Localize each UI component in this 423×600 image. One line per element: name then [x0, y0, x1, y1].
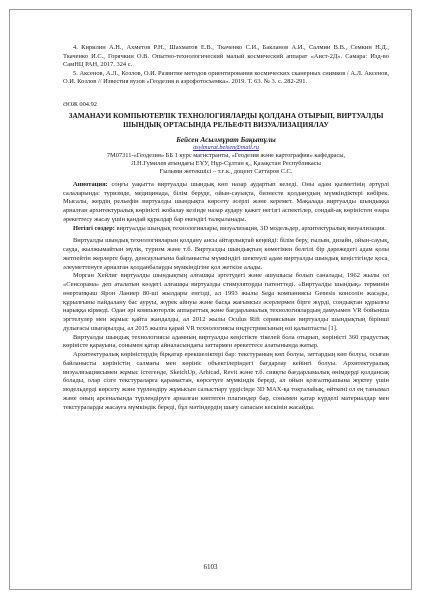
body-paragraph: Виртуалды шындық технологиясы адамның виртуалды кеңістікте тікелей бола отырып, көріністі 360 градустық көріністе қарауына, сонымен қатар айналасындағы заттармен әрекеттесе алатынында жатыр. — [63, 333, 389, 350]
reference-item: 4. Кирилин А.Н., Ахметов Р.Н., Шахматов Е.В., Ткаченко С.И., Бакланов А.И., Салмин В.В., Семкин Н.Д., Ткаченко И.С., Горячкин О.В. Опытно-технологический малый космический аппарат «Аист-2Д». Самара: Изд-во СамНЦ РАН, 2017. 324 с. — [63, 44, 389, 69]
keywords — [63, 225, 389, 234]
affiliation-line: Ғылыми жетекшісі – т.ғ.к., доцент Саттаров С.С. — [159, 167, 293, 175]
abstract-text: соңғы уақытта виртуалды шындық көп назар аудартып келеді. Оны адам қызметінің әртүрлі салаларында: туризмде, медицинада, білім беруде, ойын-сауықта, бизнесте қолданудың мүмкіндіктері көбірек. Мысалы, жердің рельефін виртуалды шындықта көрсету әсерлі және керемет. Мақалада виртуалды шындыққа арналған архитектуралық көріністі жобалау кезінде назар аудару қажет негізгі аспектілер, сондай-ақ көріністен өзара әрекеттесу жасау үшін қандай құралдар бар екендігі талқыланады. — [63, 180, 389, 223]
body-paragraph: Архитектуралық көріністердің бірқатар ерекшеліктері бар: текстураның көп болуы, заттардың көп болуы, осыған байланысты көріністің салмағы мен көрініс объектілеріндегі бағдарлау кейінгі болуы. Архитектуралық визуализациясымен жұмыс істегенде, SketchUp, Arhicad, Revit және т.б. сияқты бағдарламалық өнімдерді қолдансақ болады, олар сізге текстураларға қарамастан, көрсетуге мүмкіндік береді, ал ойын қозғалтқышына жүктеу үшін модельдерді көрсету және түрлендіру жұмысын салыстыру үрдісінде 3D MAX-қа тоқталайық, өйткені ол ең танымал және оның арсеналында түрлендіруге арналған көптеген плагиндер бар, сонымен қатар күрделі материалдар мен текстураларды жасауға мүмкіндік береді, бұл мәтіндердің шығу сапасын кескінін жасайды. — [63, 351, 389, 411]
document-page — [9, 9, 412, 590]
reference-item: 5. Аксенов, А.Л., Козлов, О.И. Развитие методов ориентирования космических сканерных снимков / А.Л. Аксенов, О.И. Козлов // Известия вузов «Геодезия и аэрофотосъемка». 2019. Т. 63. № 3. с. 282-291. — [63, 69, 389, 86]
udc-code: ӘОЖ 004.92 — [63, 100, 97, 108]
keywords-text: виртуалды шындық технологиялары, визуализация, 3D модельдер, архитектуралық визуализация. — [114, 224, 386, 232]
keywords-label: Негізгі сөздер: — [73, 224, 115, 232]
body-paragraph: Виртуалды шындық технологияларын қолдану ансы айтарлықтай кеңейді: білім беру, ғылым, дизайн, ойын-сауық, сауда, жылжымайтын мүлік, туризм және т.б. Виртуалды шындықтың көмегімен белгілі бір дәрежедегі адам қолы жетпейтін жерлерге бару, денсаулығына байланысты мүмкіндігі шектеулі адам виртуалды шындық кеңістігінде қоса, әлеуметтенуге арналған қолданбаларды мүмкіндігіне қол жеткізе алады. — [63, 237, 389, 271]
abstract-label: Аннотация: — [73, 180, 108, 188]
body-paragraph: Морган Хейлиг виртуалды шындықтың алғашқы эргетудегі және ашушысы болып саналады, 1962 жылы ол «Сенсорама» деп аталатын көздегі алғашқы виртуалды стимуляторды патенттеді. «Виртуалды шындық» терминін өнертапқыш Ярон Ланиер 80-ші жылдары енгізді, ал 1993 жылы Sega компаниясы Genesis консолін жасады, құрылғыны пайдалану бас ауруы, жүрек айнуы және басқа жағымсыз әсерлермен бірге жүрді, сондықтан құрылғы нарыққа кірмеді. Одан әрі компьютерлік аппараттық және бағдарламалық технологиялардың дамуымен VR бойынша эргтелулер мен жұмыс қайта жандалды, ал 2012 жылы Oculus Rift сериясынан виртуалды шындықтың бірінші дулығасы шығарылды, ал 2015 жылға қарай VR технологиясы индустриясының өзі қалыптасты [1]. — [63, 272, 389, 332]
page-content — [63, 44, 389, 412]
article-title: ЗАМАНАУИ КОМПЬЮТЕРЛІК ТЕХНОЛОГИЯЛАРДЫ ҚОЛДАНА ОТЫРЫП, ВИРТУАЛДЫ ШЫНДЫҚ ОРТАСЫНДА РЕЛЬЕФТІ ВИЗУАЛИЗАЦИЯЛАУ — [68, 110, 384, 129]
author-name: Бейсен Асылмұрат Бақытұлы — [176, 134, 276, 144]
page-number: 6103 — [203, 563, 218, 571]
affiliation-line: 7М07311-«Геодезия» ББ 1 курс магистранты, «Геодезия және картография» кафедрасы, — [106, 151, 346, 159]
affiliation-line: Л.Н.Гумилев атындағы ЕҰУ, Нұр-Сұлтан қ., Қазақстан Республикасы — [131, 159, 321, 167]
abstract — [63, 181, 389, 225]
author-email-link[interactable]: asylmurat.beisen@mail.ru — [193, 143, 259, 151]
